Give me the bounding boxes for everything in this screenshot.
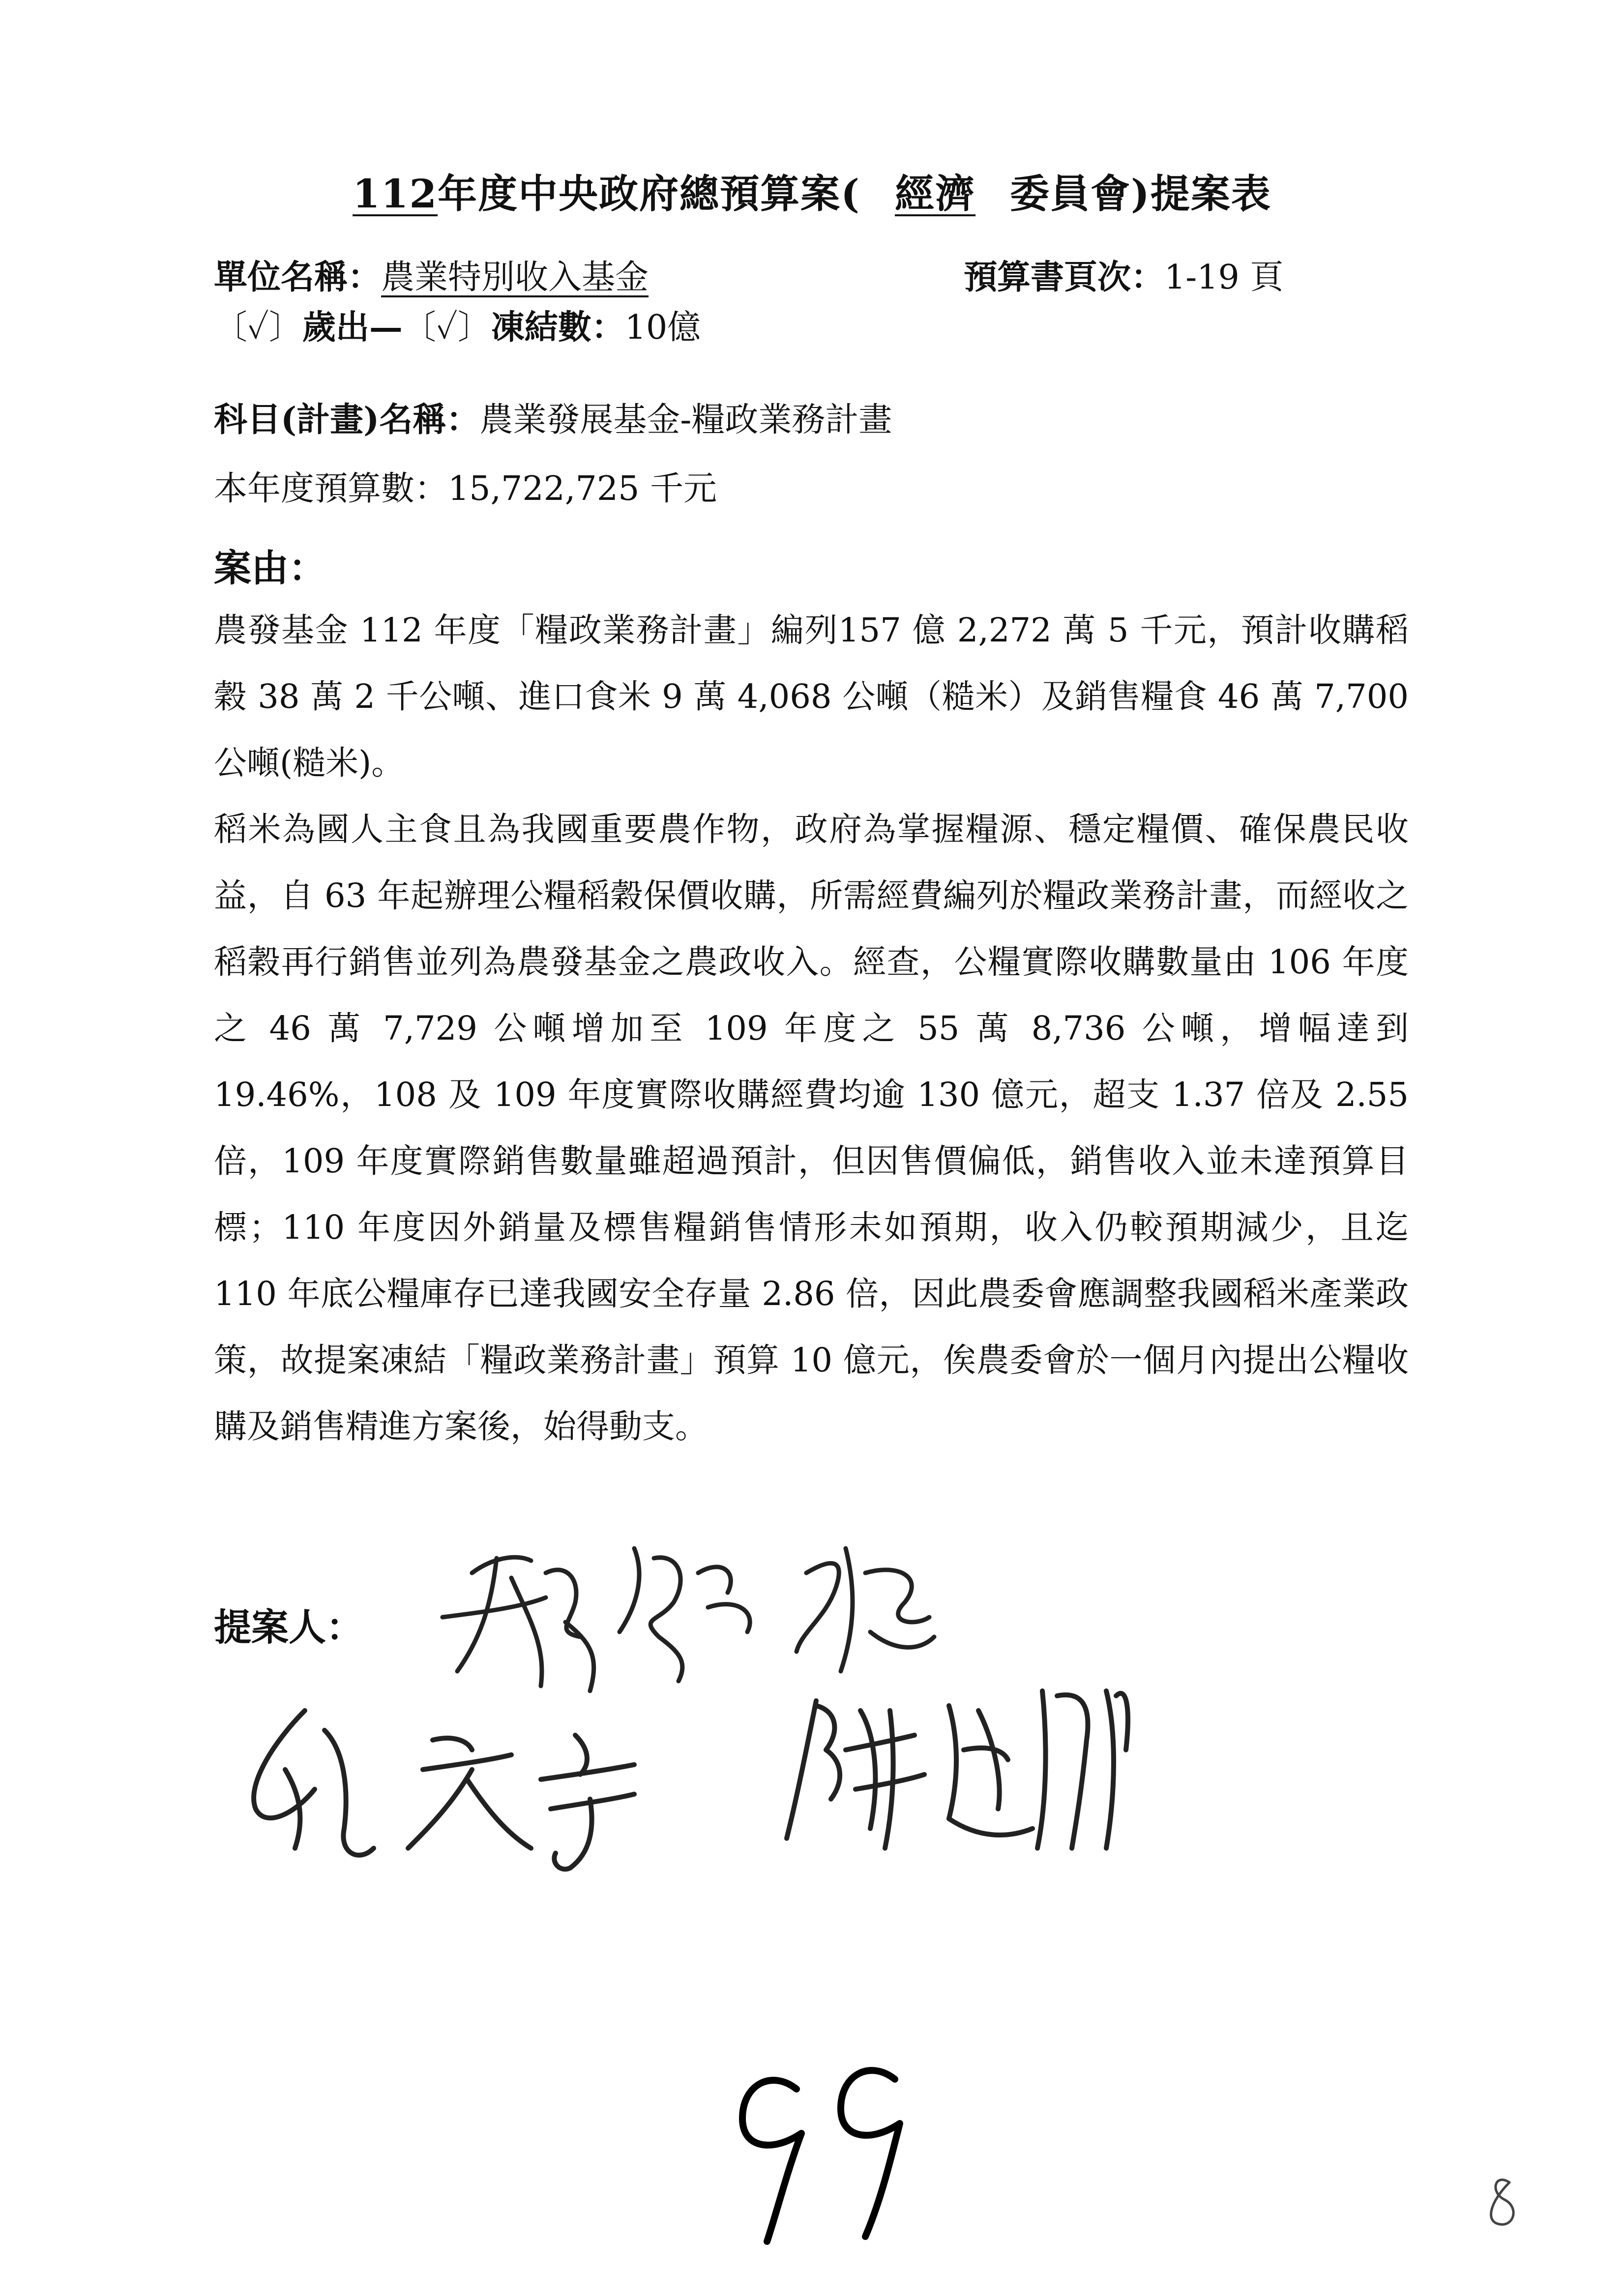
proposer-label: 提案人：: [214, 1605, 363, 1649]
title-committee: 經濟: [895, 171, 975, 217]
reason-heading: 案由：: [214, 546, 326, 590]
freeze-value: 10億: [624, 308, 701, 347]
title-year: 112: [353, 171, 438, 217]
expenditure-checkbox: 〔✓〕: [214, 308, 302, 347]
page-value: 1-19 頁: [1164, 258, 1284, 297]
subject-value: 農業發展基金-糧政業務計畫: [479, 401, 892, 439]
freeze-checkbox: 〔✓〕: [402, 308, 491, 347]
unit-name-value: 農業特別收入基金: [381, 258, 649, 297]
budget-amount-text: 本年度預算數：15,722,725 千元: [214, 469, 717, 508]
handwritten-corner-8: [1491, 2180, 1514, 2225]
expenditure-label: 歲出—: [302, 308, 403, 347]
reason-paragraph: 稻米為國人主食且為我國重要農作物，政府為掌握糧源、穩定糧價、確保農民收益，自 63 年起辦理公糧稻穀保價收購，所需經費編列於糧政業務計畫，而經收之稻穀再行銷售並列為農發基金之農政收入。經查，公糧實際收購數量由 106 年度之 46 萬 7,729 公噸增加至 109 年度之 55 萬 8,736 公噸，增幅達到 19.46%，108 及 109 年度實際收購經費均逾 130 億元，超支 1.37 倍及 2.55 倍，109 年度實際銷售數量雖超過預計，但因售價偏低，銷售收入並未達預算目標；110 年度因外銷量及標售糧銷售情形未如預期，收入仍較預期減少，且迄 110 年底公糧庫存已達我國安全存量 2.86 倍，因此農委會應調整我國稻米產業政策，故提案凍結「糧政業務計畫」預算 10 億元，俟農委會於一個月內提出公糧收購及銷售精進方案後，始得動支。: [214, 810, 1409, 1446]
signature-top: [443, 1548, 934, 1691]
title-text-b: 委員會)提案表: [1010, 171, 1271, 217]
unit-name-label: 單位名稱：: [214, 258, 382, 297]
signature-bottom-right: [787, 1691, 1128, 1848]
freeze-label: 凍結數：: [491, 308, 625, 347]
title-text-a: 年度中央政府總預算案(: [438, 171, 860, 217]
handwritten-number-99: [742, 2070, 900, 2241]
handwritten-number-text: [738, 2064, 744, 2070]
reason-paragraph: 農發基金 112 年度「糧政業務計畫」編列157 億 2,272 萬 5 千元，預計收購稻穀 38 萬 2 千公噸、進口食米 9 萬 4,068 公噸（糙米）及銷售糧食 46 萬 7,700 公噸(糙米)。: [214, 611, 1409, 782]
signature-bottom-left: [254, 1711, 634, 1869]
page-label: 預算書頁次：: [964, 258, 1165, 297]
subject-label: 科目(計畫)名稱：: [214, 400, 480, 439]
handwritten-corner-text: [1495, 2178, 1498, 2183]
